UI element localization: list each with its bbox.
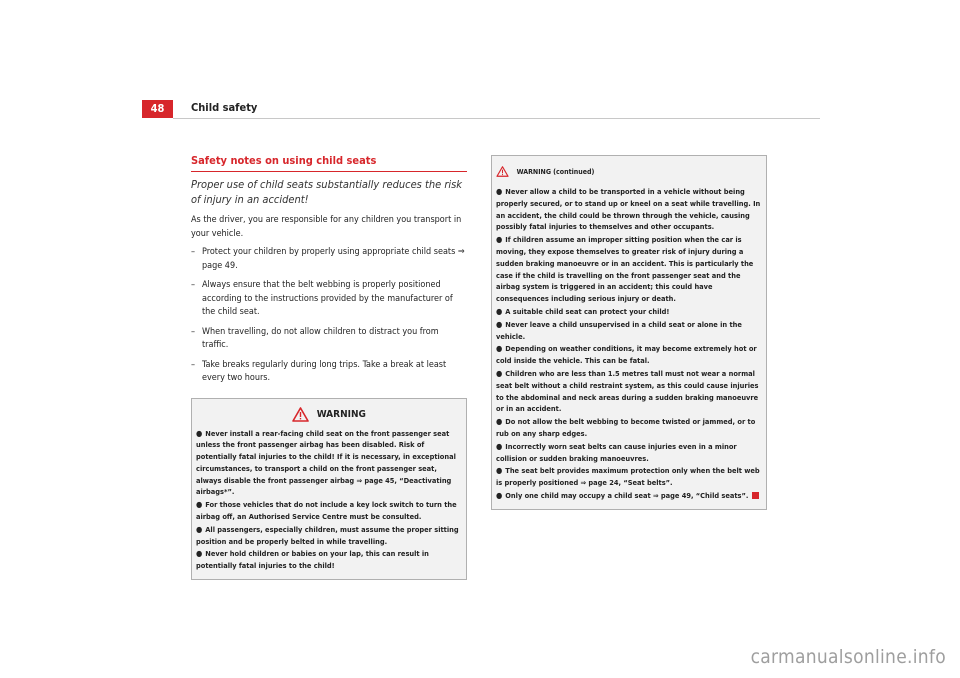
warning-item: ● A suitable child seat can protect your child! (496, 306, 670, 316)
left-column (191, 154, 467, 580)
instruction-list (191, 246, 467, 386)
chapter-title: Child safety (191, 101, 258, 114)
section-subtitle: Proper use of child seats substantially reduces the risk of injury in an accident! (191, 178, 463, 206)
section-title: Safety notes on using child seats (191, 154, 467, 172)
warning-item: ● Depending on weather conditions, it may become extremely hot or cold inside the vehicle. This can be fatal. (496, 344, 757, 366)
warning-item: ● For those vehicles that do not include a key lock switch to turn the airbag off, an Authorised Service Centre must be consulted. (196, 500, 457, 522)
warning-item: ● Do not allow the belt webbing to become twisted or jammed, or to rub on any sharp edges. (496, 417, 756, 438)
warning-item: ● Children who are less than 1.5 metres tall must not wear a normal seat belt without a child restraint system, as this could cause injuries to the abdominal and neck areas during a sudden braking manoeuvre or in an accident. (496, 368, 759, 414)
warning-triangle-icon (496, 166, 509, 177)
instruction-item: – When travelling, do not allow children to distract you from traffic. (191, 326, 439, 350)
warning-item: ● Only one child may occupy a child seat ⇒ page 49, “Child seats”. (496, 490, 762, 502)
header-divider (173, 118, 820, 119)
warning-item: ● All passengers, especially children, must assume the proper sitting position and be properly belted in while travelling. (196, 524, 459, 546)
instruction-item: – Take breaks regularly during long trips. Take a break at least every two hours. (191, 359, 447, 383)
warning-continued-box (491, 155, 767, 510)
instruction-item: – Protect your children by properly using appropriate child seats ⇒ page 49. (191, 247, 465, 271)
page-number: 48 (142, 100, 173, 118)
warning-continued-heading: WARNING (continued) (496, 161, 762, 180)
warning-item: ● Never install a rear-facing child seat on the front passenger seat unless the front passenger airbag has been disabled. Risk of potentially fatal injuries to the child! If it is necessary, in exceptional circumstances, to transport a child on the front passenger seat, always disable the front passenger airbag ⇒ page 45, “Deactivating airbags*”. (196, 428, 456, 497)
warning-item: ● Incorrectly worn seat belts can cause injuries even in a minor collision or sudden braking manoeuvres. (496, 441, 737, 463)
warning-item: ● Never hold children or babies on your lap, this can result in potentially fatal injuries to the child! (196, 549, 429, 571)
warning-triangle-icon (292, 407, 309, 422)
right-column (491, 155, 767, 510)
warning-item: ● Never leave a child unsupervised in a child seat or alone in the vehicle. (496, 319, 742, 341)
instruction-item: – Always ensure that the belt webbing is properly positioned according to the instructions provided by the manufacturer of the child seat. (191, 280, 453, 317)
intro-paragraph: As the driver, you are responsible for any children you transport in your vehicle. (191, 215, 462, 239)
warning-box (191, 398, 467, 581)
page-header (142, 100, 820, 120)
warning-item: ● The seat belt provides maximum protection only when the belt web is properly positioned ⇒ page 24, “Seat belts”. (496, 466, 760, 488)
footer-watermark: carmanualsonline.info (750, 646, 946, 668)
end-of-section-marker (752, 492, 759, 499)
warning-item: ● If children assume an improper sitting position when the car is moving, they expose themselves to greater risk of injury during a sudden braking manoeuvre or in an accident. This is particularly the case if the child is travelling on the front passenger seat and the airbag system is triggered in an accident; this could have consequences including serious injury or death. (496, 235, 754, 304)
warning-item: ● Never allow a child to be transported in a vehicle without being properly secured, or to stand up or kneel on a seat while travelling. In an accident, the child could be thrown through the vehicle, causing possibly fatal injuries to themselves and other occupants. (496, 187, 761, 232)
warning-heading: WARNING (196, 404, 462, 423)
